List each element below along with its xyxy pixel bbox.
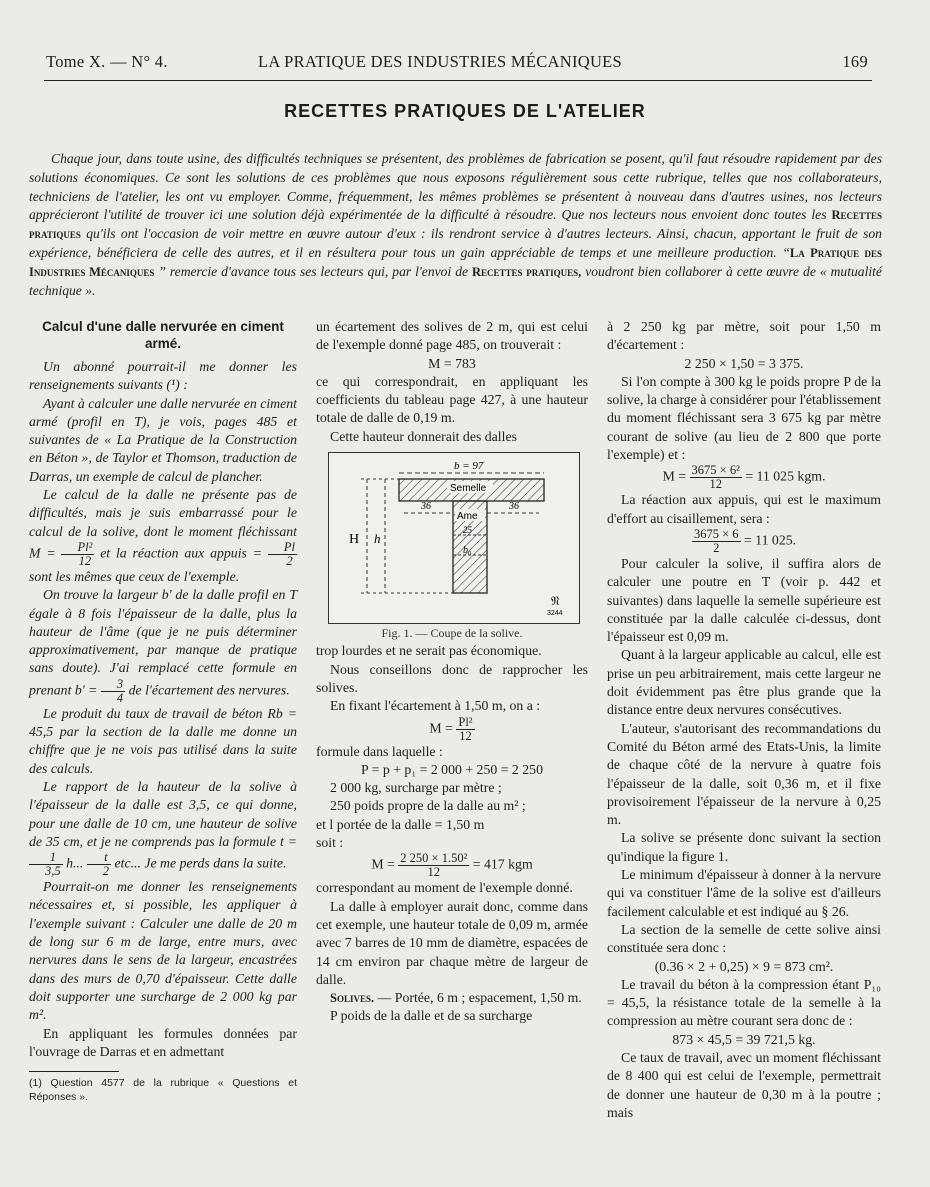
question-intro: Un abonné pourrait-il me donner les renseignements suivants (¹) : <box>29 359 297 393</box>
equation: M = $\frac{\text{3675 × 6²}}{12}$ = 11 025 kgm. <box>662 463 826 492</box>
page-number: 169 <box>842 52 868 71</box>
section-title: RECETTES PRATIQUES DE L'ATELIER <box>284 101 646 121</box>
column-1 <box>29 318 297 1104</box>
question-paragraph: Pourrait-on me donner les renseignements nécessaires et, si possible, les appliquer à l'exemple suivant : Calculer une dalle de 20 m de long sur 6 m de large, entre murs, avec nervures dans le sens de la largeur, encastrées dans des murs de 0,70 d'épaisseur. Cette dalle doit supporter une surcharge de 2 000 kg par m². <box>29 879 297 1023</box>
answer-paragraph: Cette hauteur donnerait des dalles <box>330 428 517 444</box>
answer-paragraph: En appliquant les formules données par l'ouvrage de Darras et en admettant <box>29 1025 297 1059</box>
article-title: Calcul d'une dalle nervurée en ciment armé. <box>42 319 284 351</box>
dim-25: 25 <box>463 525 472 536</box>
figure-caption: Fig. 1. — Coupe de la solive. <box>381 626 523 641</box>
answer-paragraph: formule dans laquelle : <box>316 743 443 759</box>
answer-paragraph: La réaction aux appuis, qui est le maximum d'effort au cisaillement, sera : <box>607 492 881 526</box>
header-rule <box>44 80 872 81</box>
answer-paragraph: La section de la semelle de cette solive ainsi constituée sera donc : <box>607 921 881 956</box>
answer-paragraph: 250 poids propre de la dalle au m² ; <box>330 798 526 814</box>
answer-paragraph: correspondant au moment de l'exemple donné. <box>316 880 573 896</box>
web-label: Ame <box>457 511 478 523</box>
equation: (0.36 × 2 + 0,25) × 9 = 873 cm². <box>654 958 834 974</box>
equation: M = $\frac{\text{Pl²}}{12}$ <box>429 714 473 743</box>
answer-paragraph: et l portée de la dalle = 1,50 m <box>316 816 485 832</box>
intro-paragraph: Chaque jour, dans toute usine, des difficultés techniques se présentent, des problèmes de fabrication se posent, qu'il faut résoudre rapidement par des solutions économiques. Ce sont les solutions de ces problèmes que nous exposons régulièrement sous cette rubrique, telles que nos collaborateurs, techniciens de l'atelier, les ont vu employer. Comme, fréquemment, les mêmes problèmes se présentent à nouveau dans d'autres usines, nos lecteurs apprécieront l'utilité de trouver ici une solution déjà expérimentée de la difficulté à résoudre. Que nos lecteurs nous envoient donc toutes les Recettes pratiques qu'ils ont l'occasion de voir mettre en œuvre autour d'eux : ils rendront service à d'autres lecteurs. Ainsi, chacun, apportant le fruit de son expérience, bénéficiera de celle des autres, et il en résultera pour tous un gain appréciable de temps et une meilleure production. “La Pratique des Industries Mécaniques ” remercie d'avance tous ses lecteurs qui, par l'envoi de Recettes pratiques, voudront bien collaborer à cette œuvre de « mutualité technique ». <box>29 151 883 298</box>
answer-paragraph: Solives. — Portée, 6 m ; espacement, 1,50 m. <box>330 990 582 1006</box>
answer-paragraph: trop lourdes et ne serait pas économique. <box>316 643 542 659</box>
figure-mark: 𝔑 <box>551 594 560 609</box>
equation: M = $\frac{\text{2 250 × 1.50²}}{12}$ = 417 kgm <box>371 851 533 880</box>
answer-paragraph: La dalle à employer aurait donc, comme dans cet exemple, une hauteur totale de 0,09 m, armée avec 7 barres de 10 mm de diamètre, espacées de 14 cm environ par chaque mètre de largeur de dalle. <box>316 898 588 987</box>
figure-number: 3244 <box>547 610 563 618</box>
dim-36-right: 36 <box>509 501 519 513</box>
answer-paragraph: Pour calculer la solive, il suffira alors de calculer une poutre en T (voir p. 442 et suivantes) dans laquelle la semelle supérieure est constituée par la dalle calculée ci-dessus, dont l'épaisseur est 0,09 m. <box>607 555 881 645</box>
equation: M = 783 <box>428 355 476 371</box>
answer-paragraph: Si l'on compte à 300 kg le poids propre P de la solive, la charge à considérer pour l'établissement du moment fléchissant sera 3 675 kg par mètre courant de solive (au lieu de 2 800 que porte l'exemple) et : <box>607 373 881 463</box>
answer-paragraph: La solive se présente donc suivant la section qu'indique la figure 1. <box>607 830 881 864</box>
equation: $\frac{3675 \times 6}{2}$ = 11 025. <box>693 526 797 555</box>
fraction: $\frac{3}{4}$ <box>101 678 125 705</box>
footnote-rule <box>29 1071 119 1072</box>
journal-title: LA PRATIQUE DES INDUSTRIES MÉCANIQUES <box>258 52 623 71</box>
question-paragraph: Le produit du taux de travail de béton Rb = 45,5 par la section de la dalle me donne un chiffre que je ne vois pas utilisé dans la suite des calculs. <box>29 705 297 776</box>
column-3 <box>607 318 881 1122</box>
dim-b0: b₀ <box>463 545 472 557</box>
equation: 2 250 × 1,50 = 3 375. <box>684 355 804 371</box>
width-label: b = 97 <box>454 460 484 473</box>
answer-paragraph: Quant à la largeur applicable au calcul, elle est prise un peu arbitrairement, mais cette largeur ne doit évidemment pas être plus grande que la distance entre deux nervures consécutives. <box>607 647 881 718</box>
effective-height-label: h <box>374 531 381 547</box>
question-paragraph: Le rapport de la hauteur de la solive à l'épaisseur de la dalle est 3,5, ce qui donne, pour une dalle de 10 cm, une hauteur de solive de 35 cm, et je ne comprends pas la formule t = $\frac{1}{3,5}$ h... $\frac{t}{2}$ etc... Je me perds dans la suite. <box>29 778 297 879</box>
total-height-label: H <box>349 532 360 548</box>
answer-paragraph: P poids de la dalle et de sa surcharge <box>330 1008 533 1024</box>
answer-paragraph: soit : <box>316 835 344 851</box>
flange-label: Semelle <box>450 483 487 495</box>
answer-paragraph: Ce taux de travail, avec un moment fléchissant de 8 400 qui est celui de l'exemple, permettrait de donner une hauteur de 0,30 m à la poutre ; mais <box>607 1049 881 1120</box>
volume-number: Tome X. — N° 4. <box>46 52 168 71</box>
question-paragraph: Le calcul de la dalle ne présente pas de difficultés, mais je suis embarrassé pour le calcul de la solive, dont le moment fléchissant M = $\frac{\text{Pl²}}{12}$ et la réaction aux appuis = $\frac{Pl}{2}$ sont les mêmes que ceux de l'exemple. <box>29 487 297 584</box>
answer-paragraph: 2 000 kg, surcharge par mètre ; <box>330 780 502 796</box>
answer-paragraph: un écartement des solives de 2 m, qui est celui de l'exemple donné page 485, on trouverait : <box>316 319 588 353</box>
question-paragraph: Ayant à calculer une dalle nervurée en ciment armé (profil en T), je vois, pages 485 et suivantes de « La Pratique de la Construction en Béton », de Taylor et Thomson, traduction de Darras, un exemple de calcul de plancher. <box>29 395 298 484</box>
figure-t-beam-section <box>328 452 580 624</box>
answer-paragraph: Le travail du béton à la compression étant P₁₀ = 45,5, la résistance totale de la semelle à la compression au mètre courant sera donc de : <box>607 976 881 1029</box>
fraction: $\frac{1}{3,5}$ <box>29 851 63 878</box>
column-2 <box>316 318 588 1026</box>
equation: P = p + p₁ = 2 000 + 250 = 2 250 <box>361 761 543 777</box>
answer-paragraph: ce qui correspondrait, en appliquant les coefficients du tableau page 427, à une hauteur totale de dalle de 0,19 m. <box>316 373 588 426</box>
fraction: $\frac{t}{2}$ <box>87 851 111 878</box>
answer-paragraph: à 2 250 kg par mètre, soit pour 1,50 m d'écartement : <box>607 319 881 353</box>
footnote: (1) Question 4577 de la rubrique « Questions et Réponses ». <box>29 1077 297 1104</box>
fraction: $\frac{\text{Pl²}}{12}$ <box>61 541 94 568</box>
answer-paragraph: En fixant l'écartement à 1,50 m, on a : <box>330 698 541 714</box>
answer-paragraph: Le minimum d'épaisseur à donner à la nervure qui va constituer l'âme de la solive est d'ailleurs facilement calculable et est indiqué au § 26. <box>607 867 881 919</box>
t-beam-diagram <box>329 453 579 623</box>
question-paragraph: On trouve la largeur b' de la dalle profil en T égale à 8 fois l'épaisseur de la dalle, plus la hauteur de l'âme (que je ne puis déterminer approximativement, par manque de pratique sans doute). J'ai remplacé cette formule en prenant b' = $\frac{3}{4}$ de l'écartement des nervures. <box>29 587 297 705</box>
answer-paragraph: Nous conseillons donc de rapprocher les solives. <box>316 661 588 695</box>
running-head <box>46 52 868 78</box>
equation: 873 × 45,5 = 39 721,5 kg. <box>672 1031 816 1047</box>
dim-36-left: 36 <box>421 501 431 513</box>
fraction: $\frac{Pl}{2}$ <box>268 541 297 568</box>
answer-paragraph: L'auteur, s'autorisant des recommandations du Comité du Béton armé des Etats-Unis, la limite de chaque côté de la nervure à quatre fois l'épaisseur de la dalle, soit 0,36 m, et il fixe provisoirement l'épaisseur de la nervure à 0,25 m. <box>607 720 881 828</box>
